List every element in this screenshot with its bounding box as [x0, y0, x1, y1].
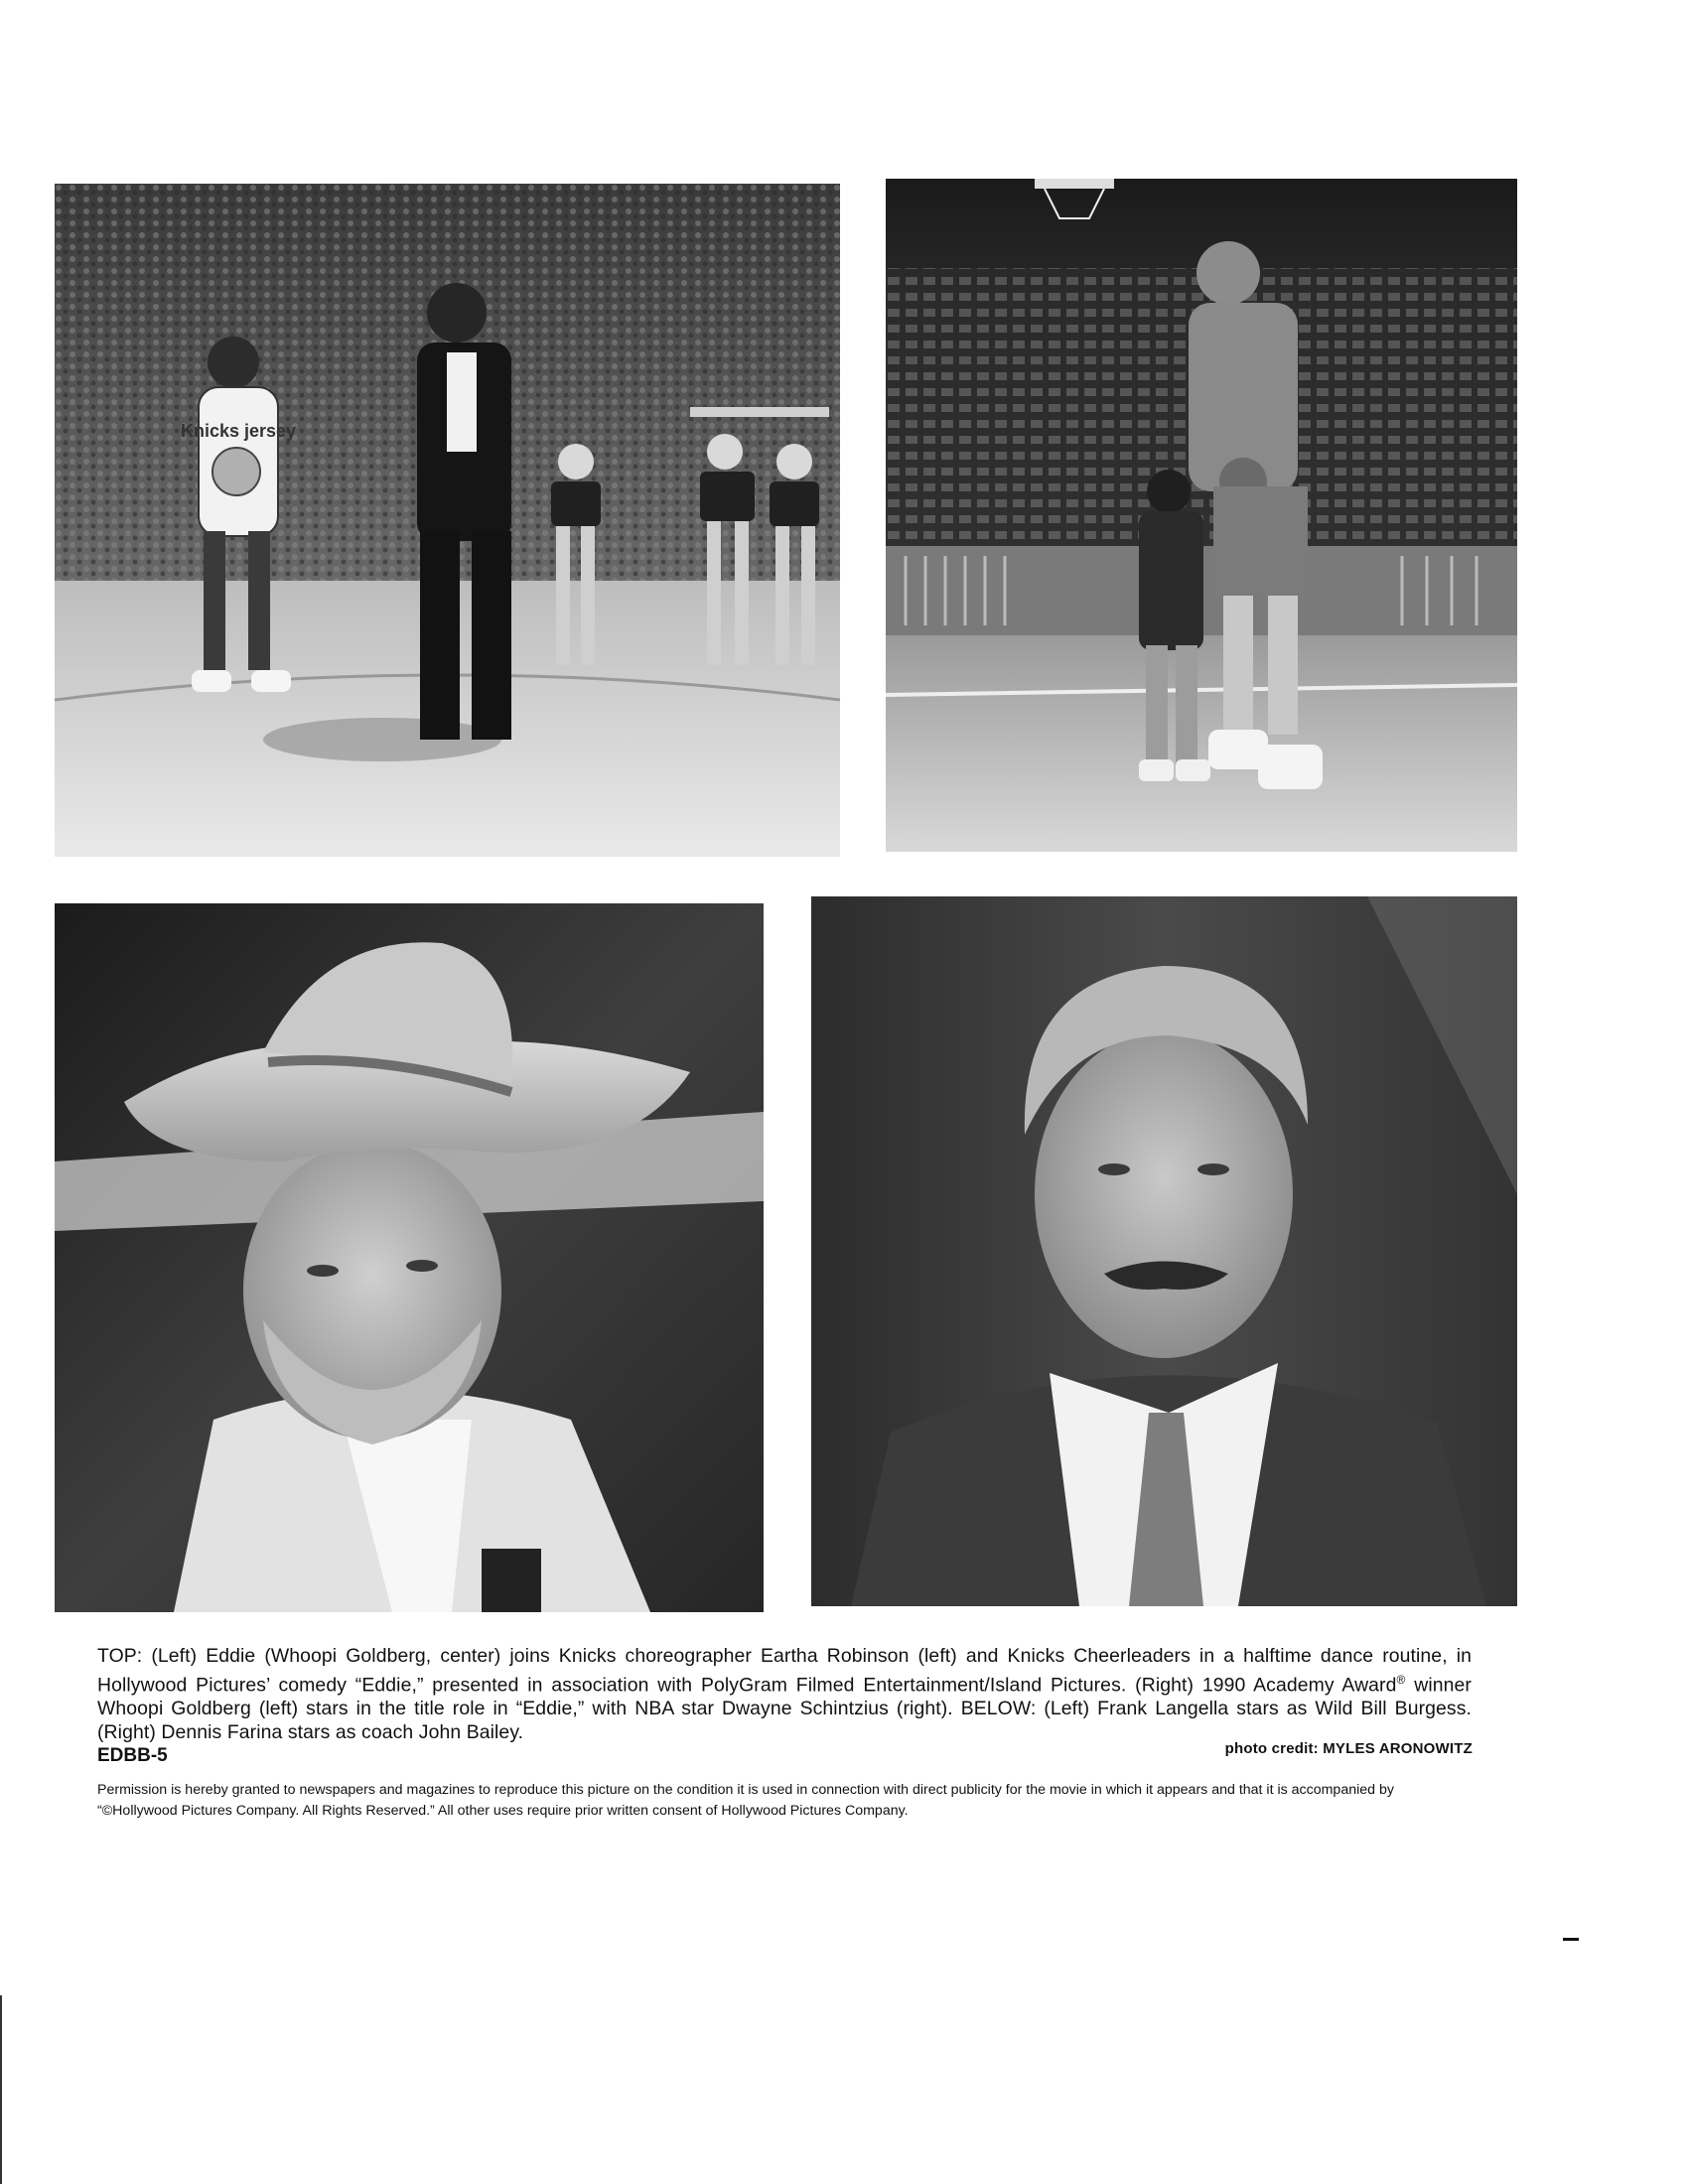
- permission-notice: Permission is hereby granted to newspapers and magazines to reproduce this picture on the condition it is used in connection with direct publicity for the movie in which it appears and that it is accompanied by “©Hollywood Pictures Company. All Rights Reserved.” All other uses require prior written consent of Hollywood Pictures Company.: [97, 1782, 1394, 1819]
- photo-suit-portrait: [811, 896, 1517, 1606]
- caption-text-part1: TOP: (Left) Eddie (Whoopi Goldberg, center) joins Knicks choreographer Eartha Robinson (left) and Knicks Cheerleaders in a halftime dance routine, in Hollywood Pictures’ comedy “Eddie,” presented in association with PolyGram Filmed Entertainment/Island Pictures. (Right) 1990 Academy Award: [97, 1645, 1472, 1697]
- photo-court-conversation-image: [886, 179, 1517, 852]
- photo-halftime-dance: [55, 184, 840, 857]
- scan-edge-line: [0, 1995, 2, 2184]
- photo-code: EDBB-5: [97, 1745, 168, 1766]
- photo-credit: photo credit: MYLES ARONOWITZ: [1224, 1740, 1473, 1757]
- photo-halftime-dance-image: [55, 184, 840, 857]
- jersey-lettering: Knicks jersey: [180, 421, 297, 441]
- photo-cowboy-hat-portrait: [55, 903, 764, 1612]
- photo-court-conversation: [886, 179, 1517, 852]
- photo-caption: [97, 1644, 1472, 1744]
- photo-cowboy-hat-portrait-image: [55, 903, 764, 1612]
- edge-mark: [1563, 1938, 1579, 1941]
- registered-mark: ®: [1396, 1673, 1406, 1687]
- caption-text-part2: winner Whoopi Goldberg (left) stars in the title role in “Eddie,” with NBA star Dwayne Schintzius (right). BELOW: (Left) Frank Langella stars as Wild Bill Burgess. (Right) Dennis Farina stars as coach John Bailey.: [97, 1674, 1472, 1744]
- photo-suit-portrait-image: [811, 896, 1517, 1606]
